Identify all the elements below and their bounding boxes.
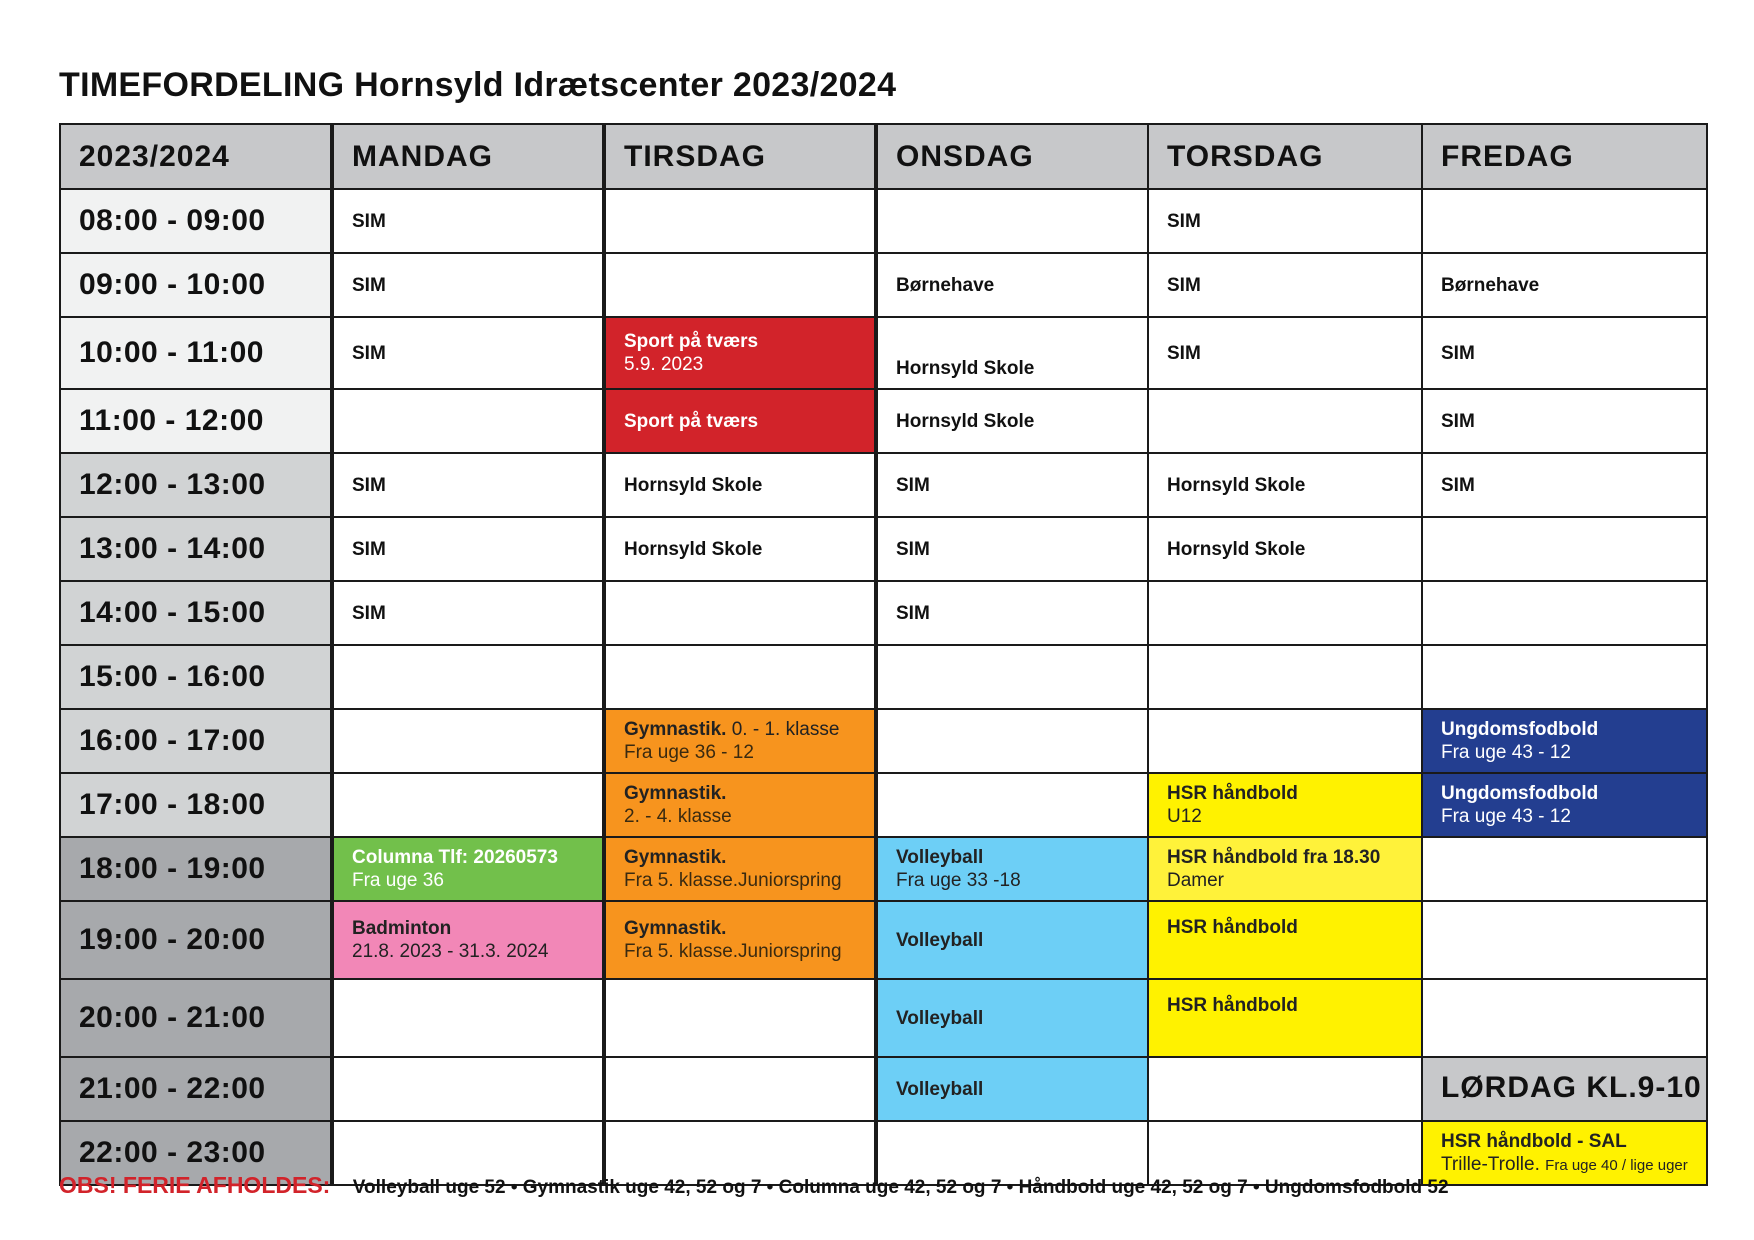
schedule-cell-sport [604, 317, 876, 389]
cell-subtitle: Fra uge 36 [352, 870, 444, 891]
schedule-cell-handbold [1148, 837, 1422, 901]
cell-text: SIM [352, 210, 386, 232]
cell-subtitle: 21.8. 2023 - 31.3. 2024 [352, 941, 549, 962]
table-row [60, 581, 1707, 645]
cell-title: Gymnastik. [624, 918, 727, 939]
cell-text: SIM [1167, 342, 1201, 364]
table-row [60, 517, 1707, 581]
schedule-cell [1422, 837, 1707, 901]
header-fredag: FREDAG [1422, 124, 1707, 189]
table-row [60, 837, 1707, 901]
schedule-cell [1148, 645, 1422, 709]
table-row [60, 189, 1707, 253]
cell-text: SIM [1167, 210, 1201, 232]
time-label: 20:00 - 21:00 [60, 979, 332, 1057]
schedule-cell [876, 773, 1148, 837]
cell-text: SIM [896, 474, 930, 496]
time-label: 09:00 - 10:00 [60, 253, 332, 317]
schedule-table [59, 123, 1708, 1186]
schedule-cell [604, 253, 876, 317]
schedule-cell-sport [604, 389, 876, 453]
time-label: 13:00 - 14:00 [60, 517, 332, 581]
cell-text: Hornsyld Skole [1167, 538, 1306, 560]
header-row [60, 124, 1707, 189]
schedule-cell [332, 317, 604, 389]
schedule-cell [1422, 645, 1707, 709]
cell-subtitle: Fra uge 33 -18 [896, 870, 1021, 891]
page-title: TIMEFORDELING Hornsyld Idrætscenter 2023/2024 [59, 66, 897, 104]
schedule-cell [1148, 709, 1422, 773]
schedule-cell [876, 253, 1148, 317]
header-torsdag: TORSDAG [1148, 124, 1422, 189]
header-season: 2023/2024 [60, 124, 332, 189]
time-label: 19:00 - 20:00 [60, 901, 332, 979]
table-row [60, 773, 1707, 837]
cell-title: Gymnastik. [624, 847, 727, 868]
cell-title: Badminton [352, 918, 452, 939]
schedule-cell [604, 189, 876, 253]
cell-title: Sport på tværs [624, 410, 759, 432]
schedule-cell [332, 773, 604, 837]
time-label: 18:00 - 19:00 [60, 837, 332, 901]
cell-text: SIM [352, 602, 386, 624]
cell-subtitle: Damer [1167, 870, 1225, 891]
cell-subtitle: Fra 5. klasse.Juniorspring [624, 870, 842, 891]
schedule-cell [332, 709, 604, 773]
schedule-cell [332, 189, 604, 253]
cell-title: Gymnastik. 0. - 1. klasse [624, 719, 840, 740]
table-row [60, 645, 1707, 709]
schedule-cell [876, 317, 1148, 389]
schedule-cell-gymnastik [604, 837, 876, 901]
cell-title: Volleyball [896, 847, 984, 868]
cell-text: Hornsyld Skole [624, 474, 763, 496]
cell-subtitle: U12 [1167, 806, 1202, 827]
time-label: 21:00 - 22:00 [60, 1057, 332, 1121]
schedule-cell-columna [332, 837, 604, 901]
schedule-cell-gymnastik [604, 901, 876, 979]
schedule-cell [1422, 189, 1707, 253]
schedule-cell [876, 453, 1148, 517]
schedule-cell [604, 645, 876, 709]
cell-text: SIM [896, 538, 930, 560]
schedule-cell [332, 645, 604, 709]
cell-title: Columna Tlf: 20260573 [352, 847, 558, 868]
cell-text: HSR håndbold [1167, 917, 1298, 938]
schedule-cell [1148, 389, 1422, 453]
cell-title: Sport på tværs [624, 331, 759, 352]
schedule-cell-handbold-sal [1422, 1121, 1707, 1185]
table-row [60, 389, 1707, 453]
cell-text: Volleyball [896, 1078, 984, 1100]
cell-text: Volleyball [896, 929, 984, 951]
schedule-cell [332, 581, 604, 645]
cell-text: SIM [1167, 274, 1201, 296]
schedule-cell [604, 979, 876, 1057]
schedule-cell [604, 517, 876, 581]
cell-text: Hornsyld Skole [896, 358, 1035, 379]
cell-title: HSR håndbold - SAL [1441, 1130, 1627, 1152]
schedule-cell-volleyball [876, 1057, 1148, 1121]
cell-text: SIM [896, 602, 930, 624]
schedule-cell [876, 389, 1148, 453]
cell-text: Hornsyld Skole [624, 538, 763, 560]
header-mandag: MANDAG [332, 124, 604, 189]
schedule-cell [604, 453, 876, 517]
cell-text: HSR håndbold [1167, 995, 1298, 1016]
cell-title: HSR håndbold fra 18.30 [1167, 847, 1381, 868]
schedule-cell [1148, 317, 1422, 389]
schedule-cell [604, 1057, 876, 1121]
table-row [60, 901, 1707, 979]
schedule-cell-volleyball [876, 979, 1148, 1057]
schedule-cell [1422, 453, 1707, 517]
time-label: 16:00 - 17:00 [60, 709, 332, 773]
schedule-cell [876, 517, 1148, 581]
time-label: 10:00 - 11:00 [60, 317, 332, 389]
cell-text: SIM [352, 342, 386, 364]
time-label: 22:00 - 23:00 [60, 1121, 332, 1185]
cell-text: SIM [1441, 342, 1475, 364]
schedule-cell [1422, 389, 1707, 453]
schedule-cell [1148, 1057, 1422, 1121]
schedule-cell-fodbold [1422, 773, 1707, 837]
cell-title: Gymnastik. [624, 783, 727, 804]
cell-text: SIM [352, 474, 386, 496]
holiday-text: Volleyball uge 52 • Gymnastik uge 42, 52 og 7 • Columna uge 42, 52 og 7 • Håndbold uge 42, 52 og 7 • Ungdomsfodbold 52 [352, 1177, 1449, 1198]
cell-subtitle: Fra uge 43 - 12 [1441, 742, 1571, 763]
schedule-cell [876, 189, 1148, 253]
holiday-note [59, 1172, 1449, 1199]
cell-subtitle: Fra uge 36 - 12 [624, 742, 754, 763]
schedule-cell [332, 979, 604, 1057]
holiday-label: OBS! FERIE AFHOLDES: [59, 1172, 331, 1198]
table-row [60, 253, 1707, 317]
schedule-cell [1422, 901, 1707, 979]
schedule-cell [1422, 581, 1707, 645]
schedule-cell-handbold [1148, 901, 1422, 979]
schedule-cell [876, 581, 1148, 645]
schedule-cell [876, 709, 1148, 773]
cell-title: HSR håndbold [1167, 783, 1298, 804]
schedule-cell [1422, 317, 1707, 389]
time-label: 08:00 - 09:00 [60, 189, 332, 253]
cell-subtitle: Trille-Trolle. Fra uge 40 / lige uger [1441, 1153, 1688, 1175]
schedule-cell [876, 645, 1148, 709]
schedule-cell [332, 389, 604, 453]
schedule-cell-gymnastik [604, 709, 876, 773]
table-row [60, 979, 1707, 1057]
time-label: 15:00 - 16:00 [60, 645, 332, 709]
schedule-cell [1148, 253, 1422, 317]
cell-title: Ungdomsfodbold [1441, 783, 1599, 804]
time-label: 12:00 - 13:00 [60, 453, 332, 517]
saturday-header [1422, 1057, 1707, 1121]
schedule-cell [604, 581, 876, 645]
schedule-cell [1422, 979, 1707, 1057]
table-row [60, 317, 1707, 389]
cell-text: SIM [352, 274, 386, 296]
cell-text: Hornsyld Skole [896, 410, 1035, 432]
schedule-cell-badminton [332, 901, 604, 979]
schedule-cell-handbold [1148, 979, 1422, 1057]
schedule-cell-handbold [1148, 773, 1422, 837]
schedule-cell [1148, 453, 1422, 517]
schedule-cell [332, 517, 604, 581]
time-label: 11:00 - 12:00 [60, 389, 332, 453]
cell-subtitle: 5.9. 2023 [624, 354, 704, 375]
cell-text: Børnehave [896, 274, 995, 296]
cell-text: SIM [352, 538, 386, 560]
cell-subtitle: 2. - 4. klasse [624, 806, 732, 827]
schedule-cell-volleyball [876, 837, 1148, 901]
schedule-cell [332, 253, 604, 317]
cell-text: Børnehave [1441, 274, 1540, 296]
schedule-cell-fodbold [1422, 709, 1707, 773]
schedule-cell [1422, 517, 1707, 581]
schedule-cell [1422, 253, 1707, 317]
table-row [60, 1057, 1707, 1121]
time-label: 17:00 - 18:00 [60, 773, 332, 837]
table-row [60, 709, 1707, 773]
schedule-cell [332, 453, 604, 517]
schedule-cell [332, 1057, 604, 1121]
schedule-cell [1148, 517, 1422, 581]
schedule-cell-volleyball [876, 901, 1148, 979]
schedule-cell-gymnastik [604, 773, 876, 837]
cell-text: Volleyball [896, 1007, 984, 1029]
cell-subtitle: Fra uge 43 - 12 [1441, 806, 1571, 827]
table-row [60, 453, 1707, 517]
cell-subtitle: Fra 5. klasse.Juniorspring [624, 941, 842, 962]
cell-title: Ungdomsfodbold [1441, 719, 1599, 740]
cell-text: SIM [1441, 474, 1475, 496]
schedule-cell [1148, 189, 1422, 253]
saturday-label: LØRDAG KL.9-10 [1441, 1070, 1702, 1104]
header-onsdag: ONSDAG [876, 124, 1148, 189]
header-tirsdag: TIRSDAG [604, 124, 876, 189]
cell-text: SIM [1441, 410, 1475, 432]
cell-text: Hornsyld Skole [1167, 474, 1306, 496]
time-label: 14:00 - 15:00 [60, 581, 332, 645]
schedule-cell [1148, 581, 1422, 645]
